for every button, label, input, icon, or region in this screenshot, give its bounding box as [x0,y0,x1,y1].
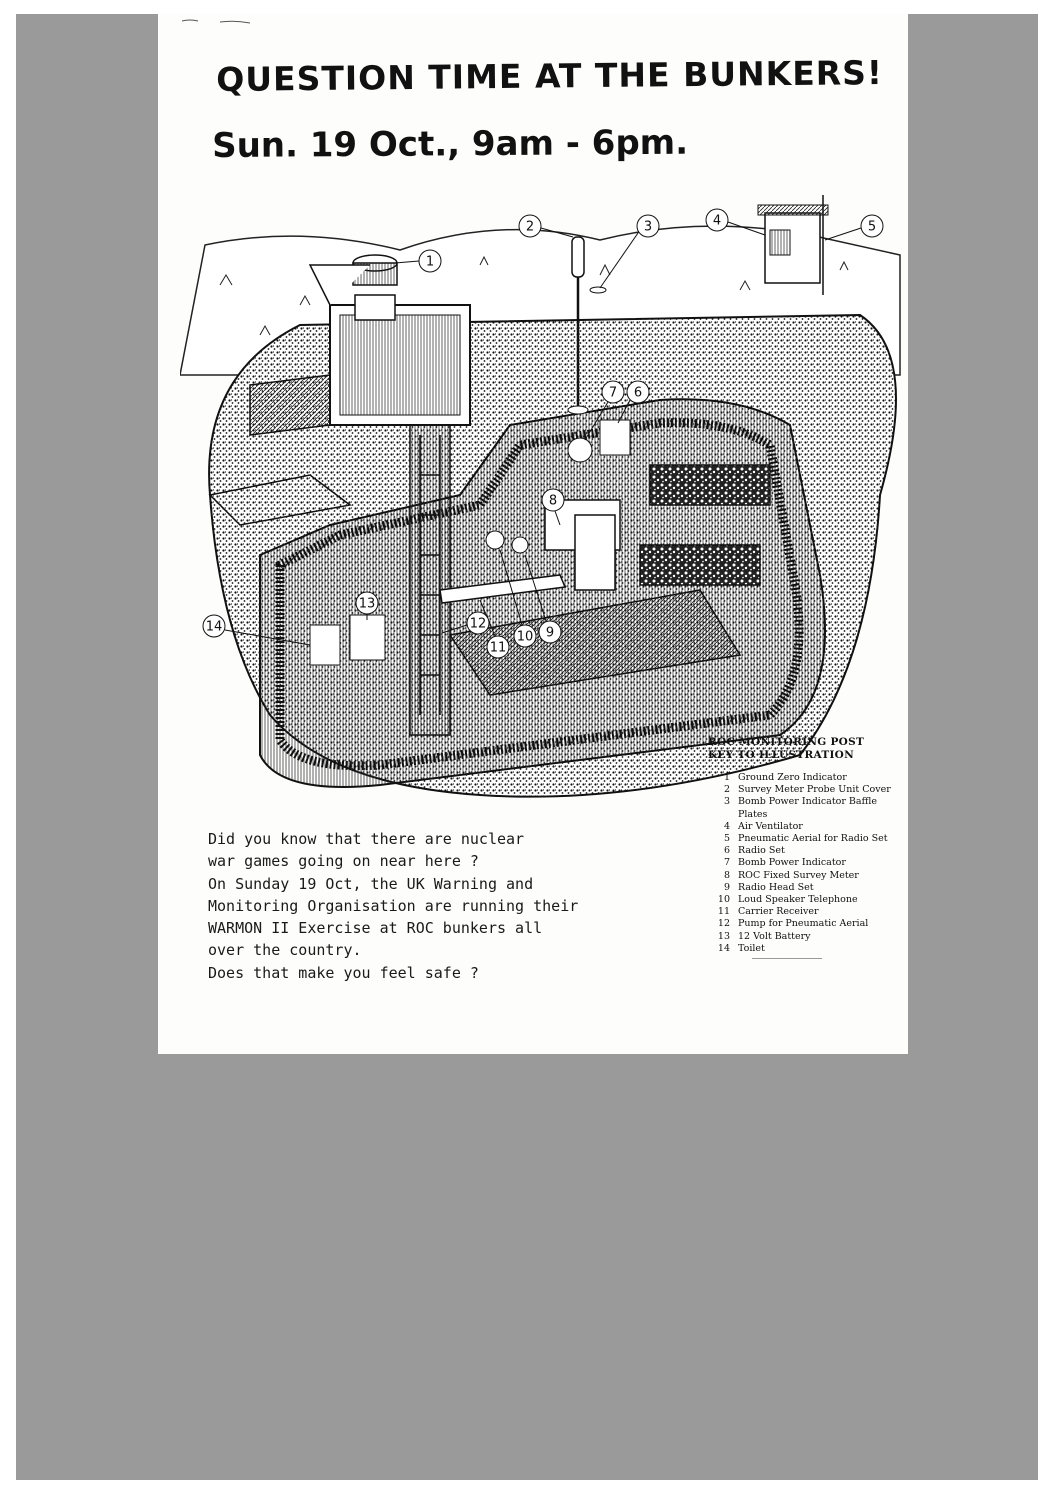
body-line: war games going on near here ? [208,852,479,871]
key-item: 11 Carrier Receiver [717,906,819,918]
svg-text:8: 8 [548,493,558,509]
svg-text:12: 12 [469,616,487,632]
key-item: 7 Bomb Power Indicator [723,857,846,869]
key-title-line2: KEY TO ILLUSTRATION [708,749,855,761]
body-line: On Sunday 19 Oct, the UK Warning and [208,874,534,893]
key-list [708,772,908,955]
key-item: 2 Survey Meter Probe Unit Cover [723,784,891,796]
svg-text:2: 2 [525,219,535,235]
svg-text:13: 13 [358,596,376,612]
key-item: 14 Toilet [717,942,765,954]
key-item: 8 ROC Fixed Survey Meter [723,869,859,881]
svg-text:1: 1 [425,254,435,270]
svg-text:7: 7 [608,385,618,401]
svg-text:6: 6 [633,385,643,401]
svg-text:4: 4 [712,213,722,229]
svg-text:9: 9 [545,625,555,641]
body-line: Did you know that there are nuclear [208,830,525,848]
key-title-line1: ROC MONITORING POST [708,736,865,748]
body-line: Monitoring Organisation are running their [208,896,579,915]
key-item: 5 Pneumatic Aerial for Radio Set [723,833,888,845]
event-date: Sun. 19 Oct., 9am - 6pm. [212,122,689,166]
body-line: over the country. [208,941,362,960]
poster-headline: QUESTION TIME AT THE BUNKERS! [216,53,884,99]
key-item: 1 Ground Zero Indicator [723,772,847,783]
key-item: 3 Bomb Power Indicator Baffle Plates [723,796,877,820]
key-item: 9 Radio Head Set [723,881,814,893]
body-line: Does that make you feel safe ? [208,963,479,982]
key-item: 13 12 Volt Battery [717,930,811,942]
body-text [208,828,688,984]
svg-text:5: 5 [867,219,877,235]
svg-text:10: 10 [516,629,534,645]
svg-text:14: 14 [205,619,223,635]
key-item: 6 Radio Set [723,845,785,857]
callout-5 [825,215,883,240]
key-item: 10 Loud Speaker Telephone [717,894,858,906]
body-line: WARMON II Exercise at ROC bunkers all [208,919,543,938]
illustration-key [708,736,908,955]
key-item: 12 Pump for Pneumatic Aerial [717,918,869,930]
scan-mark [180,16,260,26]
svg-text:11: 11 [489,640,507,656]
key-item: 4 Air Ventilator [723,820,803,832]
key-divider [752,958,822,959]
svg-text:3: 3 [643,219,653,235]
